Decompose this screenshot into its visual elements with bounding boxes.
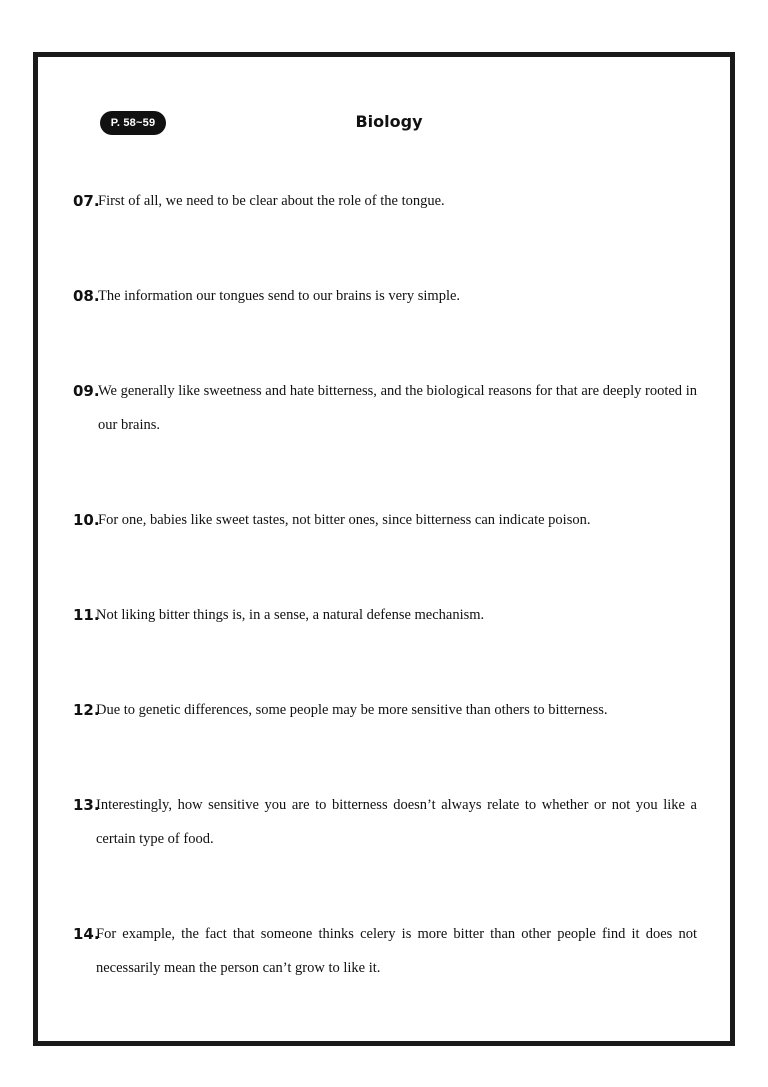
sentence-item xyxy=(73,701,697,727)
sentence-number: 12. xyxy=(73,701,100,719)
sentence-number: 10. xyxy=(73,511,100,529)
sentence-number: 13. xyxy=(73,796,100,814)
sentence-item xyxy=(73,382,697,442)
sentence-text: Not liking bitter things is, in a sense, a natural defense mechanism. xyxy=(96,607,485,623)
sentence-text: Due to genetic differences, some people may be more sensitive than others to bitterness. xyxy=(96,702,608,718)
sentence-text: Interestingly, how sensitive you are to bitterness doesn’t always relate to whether or not you like a certain type of food. xyxy=(96,797,697,847)
sentence-text: First of all, we need to be clear about the role of the tongue. xyxy=(98,193,445,209)
sentence-number: 14. xyxy=(73,925,100,943)
sentence-number: 08. xyxy=(73,287,100,305)
sentence-item xyxy=(73,287,697,313)
sentence-number: 11. xyxy=(73,606,100,624)
sentence-item xyxy=(73,192,697,218)
sentence-text: The information our tongues send to our brains is very simple. xyxy=(98,288,461,304)
sentence-number: 07. xyxy=(73,192,100,210)
page-range-badge: P. 58~59 xyxy=(100,111,166,135)
sentence-item xyxy=(73,606,697,632)
sentence-text: For example, the fact that someone thinks celery is more bitter than other people find it does not necessarily mean the person can’t grow to like it. xyxy=(96,926,697,976)
sentence-item xyxy=(73,925,697,985)
sentence-number: 09. xyxy=(73,382,100,400)
sentence-text: We generally like sweetness and hate bitterness, and the biological reasons for that are deeply rooted in our brains. xyxy=(98,383,697,433)
sentence-item xyxy=(73,511,697,537)
sentence-item xyxy=(73,796,697,856)
subject-title: Biology xyxy=(355,112,423,131)
sentence-text: For one, babies like sweet tastes, not bitter ones, since bitterness can indicate poison. xyxy=(98,512,591,528)
